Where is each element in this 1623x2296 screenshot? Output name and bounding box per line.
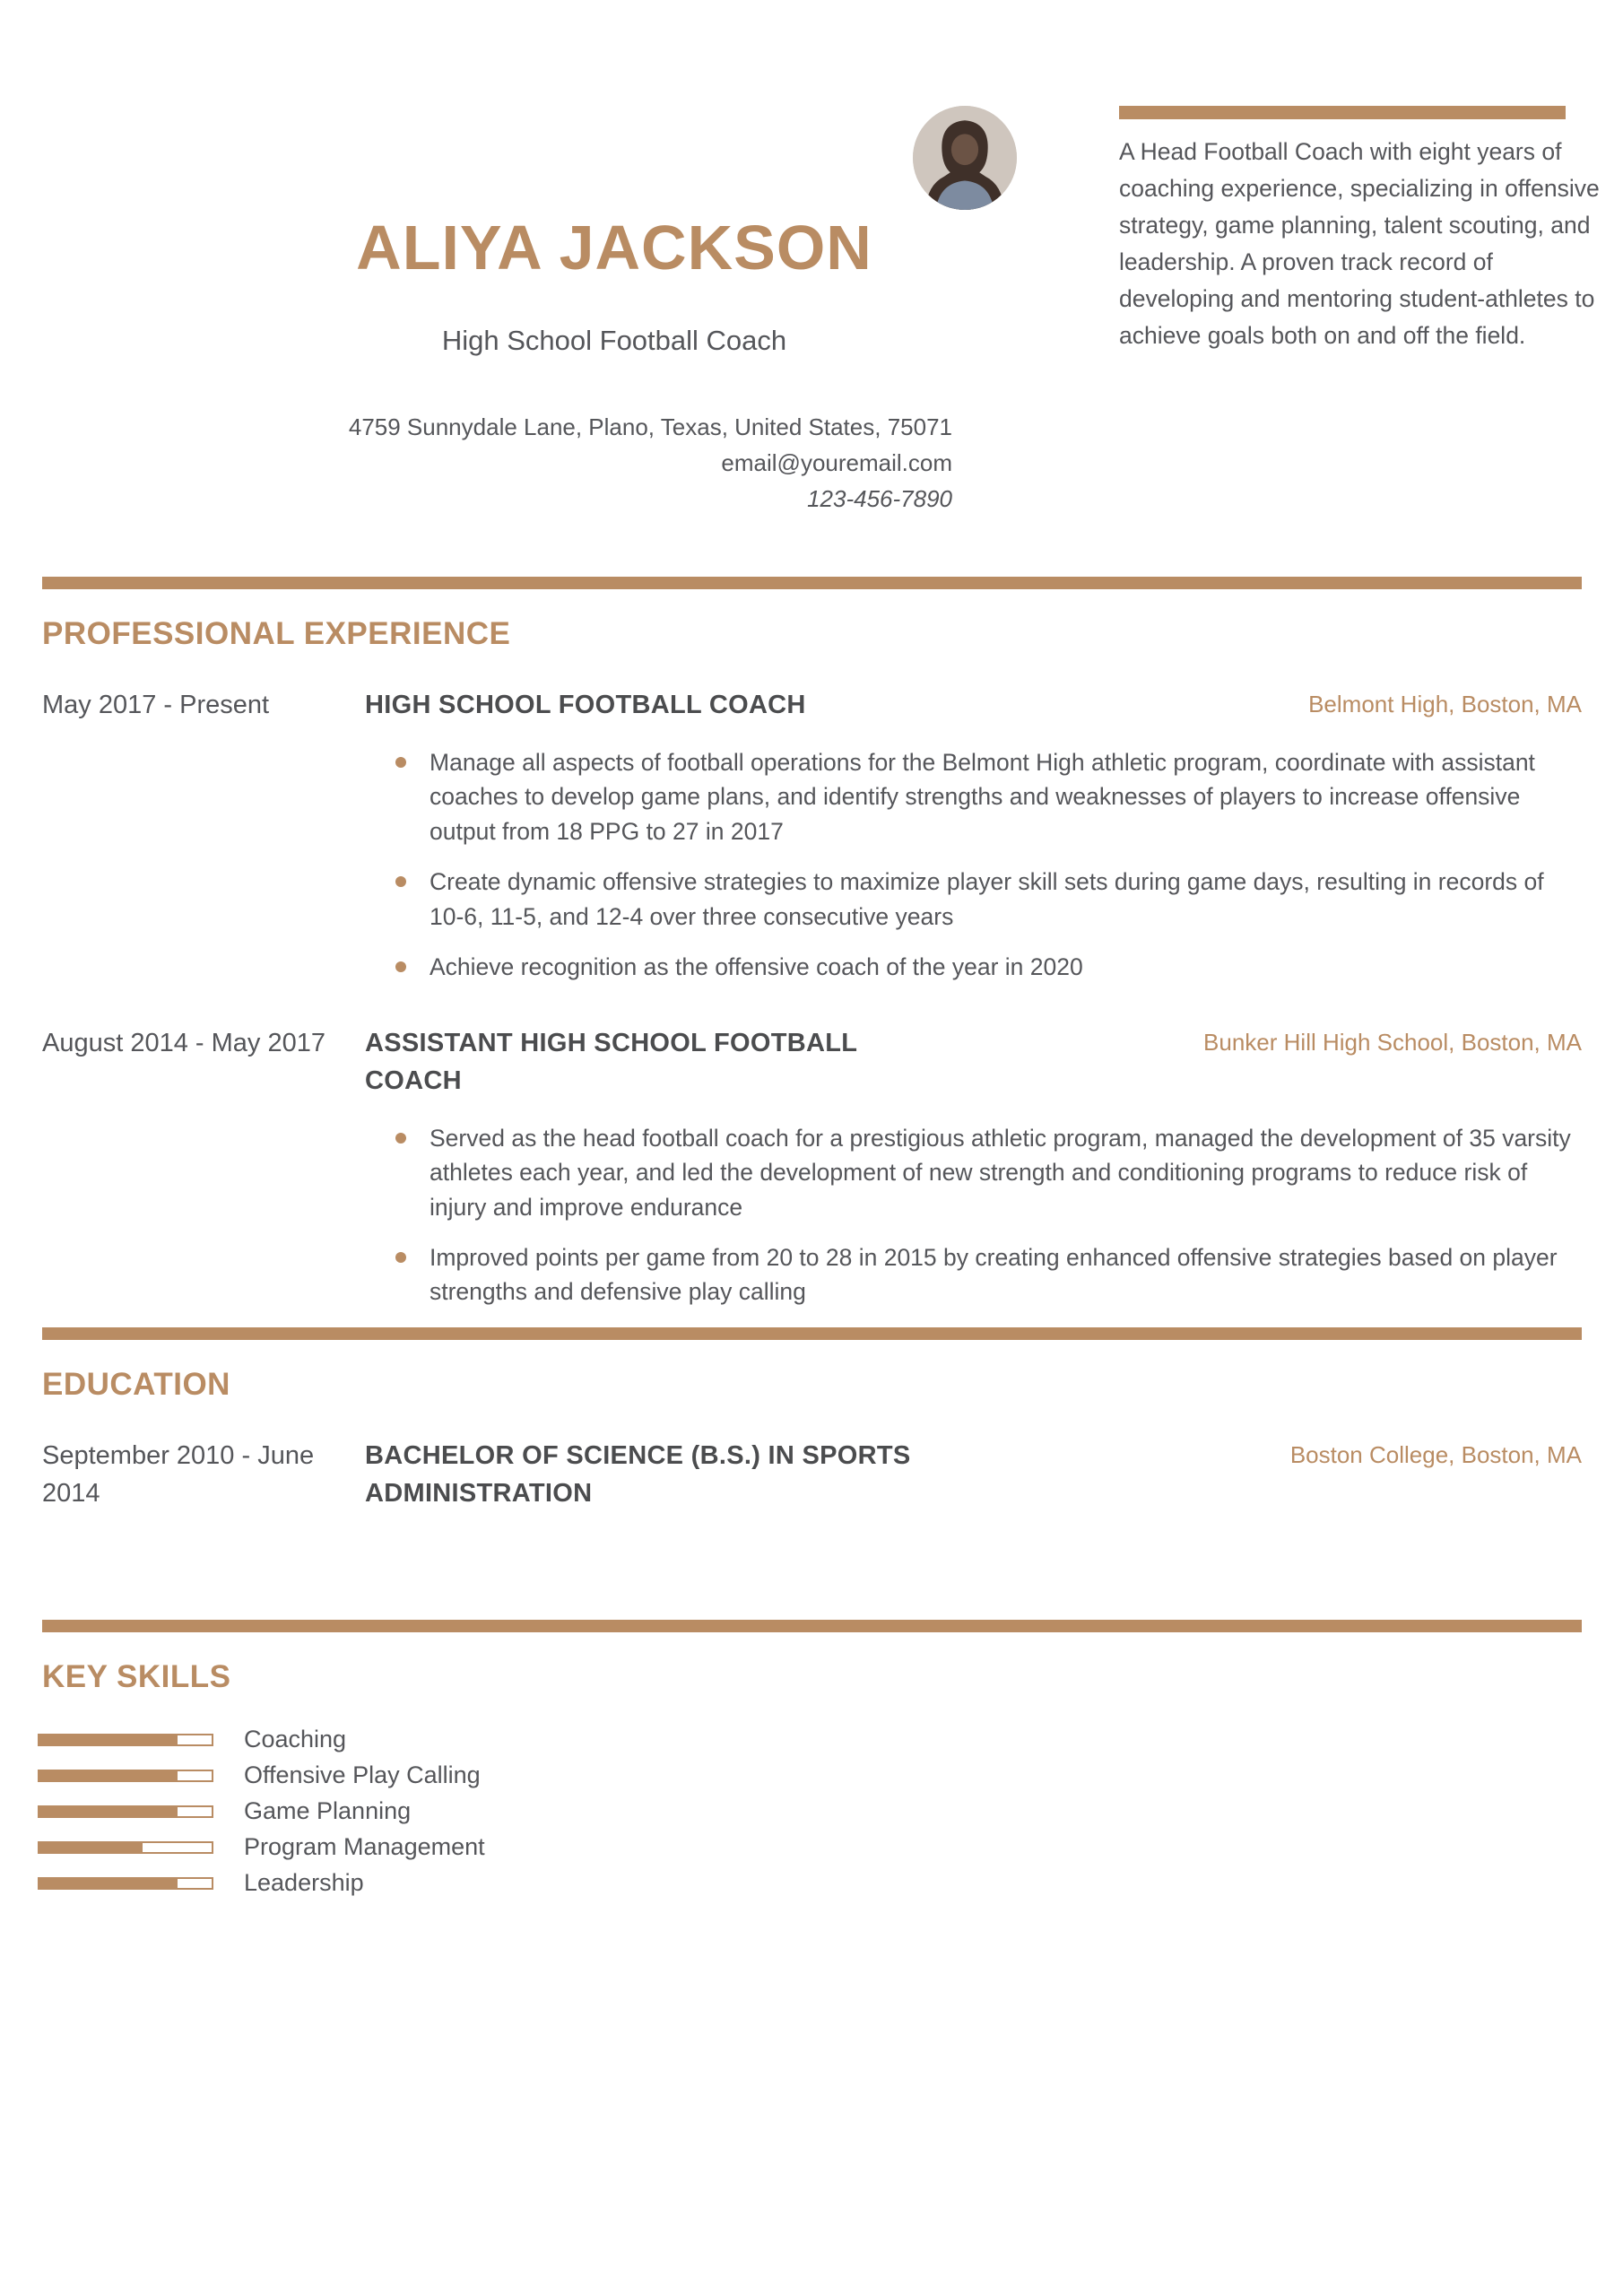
- skills-heading: KEY SKILLS: [42, 1658, 231, 1694]
- job-title: HIGH SCHOOL FOOTBALL COACH: [365, 691, 806, 719]
- skill-bar-fill: [39, 1735, 178, 1744]
- skill-row: [38, 1794, 1583, 1830]
- skill-bar: [38, 1841, 213, 1854]
- skills-list: [38, 1722, 1583, 1901]
- education-entry: [42, 1437, 1582, 1512]
- job-entry: [0, 1024, 1623, 1309]
- skill-bar: [38, 1877, 213, 1890]
- section-education: [0, 1327, 1623, 1512]
- section-skills: [0, 1620, 1623, 1901]
- job-bullet: Achieve recognition as the offensive coach of the year in 2020: [392, 950, 1583, 984]
- contact-email: email@youremail.com: [721, 449, 952, 476]
- job-entry-head: [42, 686, 1582, 724]
- job-dates: August 2014 - May 2017: [42, 1028, 325, 1057]
- education-location: Boston College, Boston, MA: [1289, 1440, 1582, 1468]
- contact-block: [206, 409, 952, 517]
- candidate-name: ALIYA JACKSON: [356, 213, 872, 283]
- contact-address: 4759 Sunnydale Lane, Plano, Texas, United States, 75071: [348, 413, 952, 440]
- summary-text: A Head Football Coach with eight years of coaching experience, specializing in offensive strategy, game planning, talent scouting, and leadership. A proven track record of developing and mentoring student-athletes to achieve goals both on and off the field.: [1119, 138, 1600, 350]
- job-dates: May 2017 - Present: [42, 691, 270, 719]
- job-entry: [0, 686, 1623, 985]
- profile-photo: [913, 106, 1017, 210]
- job-bullet: Served as the head football coach for a prestigious athletic program, managed the development of 35 varsity athletes each year, and led the development of new strength and conditioning programs to reduce risk of injury and improve endurance: [392, 1121, 1583, 1224]
- skill-row: [38, 1866, 1583, 1901]
- job-bullet-list: [392, 745, 1583, 985]
- candidate-job-title: High School Football Coach: [441, 325, 787, 356]
- job-location: Belmont High, Boston, MA: [1308, 691, 1582, 718]
- skill-row: [38, 1758, 1583, 1794]
- skill-bar: [38, 1734, 213, 1746]
- skill-label: Leadership: [244, 1869, 364, 1897]
- skill-row: [38, 1830, 1583, 1866]
- skills-divider: [42, 1620, 1582, 1632]
- skill-label: Coaching: [244, 1726, 347, 1753]
- job-bullet: Improved points per game from 20 to 28 in 2015 by creating enhanced offensive strategies based on player strengths and defensive play calling: [392, 1240, 1583, 1309]
- experience-heading: PROFESSIONAL EXPERIENCE: [42, 616, 511, 651]
- job-bullet: Create dynamic offensive strategies to maximize player skill sets during game days, resulting in records of 10-6, 11-5, and 12-4 over three consecutive years: [392, 865, 1583, 934]
- education-heading: EDUCATION: [42, 1366, 230, 1402]
- job-entry-head: [42, 1024, 1582, 1100]
- skill-label: Offensive Play Calling: [244, 1761, 481, 1789]
- skill-bar: [38, 1805, 213, 1818]
- summary-block: [1119, 106, 1610, 354]
- experience-divider: [42, 577, 1582, 589]
- skill-bar-fill: [39, 1807, 178, 1816]
- skill-bar-fill: [39, 1843, 143, 1852]
- skill-bar-fill: [39, 1771, 178, 1780]
- skill-label: Program Management: [244, 1833, 485, 1861]
- job-bullet: Manage all aspects of football operations for the Belmont High athletic program, coordinate with assistant coaches to develop game plans, and identify strengths and weaknesses of players to increase offensive output from 18 PPG to 27 in 2017: [392, 745, 1583, 848]
- job-title: ASSISTANT HIGH SCHOOL FOOTBALL COACH: [365, 1028, 857, 1095]
- job-bullet-list: [392, 1121, 1583, 1309]
- job-location: Bunker Hill High School, Boston, MA: [1203, 1028, 1582, 1056]
- education-degree: BACHELOR OF SCIENCE (B.S.) IN SPORTS ADMINISTRATION: [365, 1440, 911, 1508]
- education-dates: September 2010 - June 2014: [42, 1440, 315, 1508]
- contact-phone: 123-456-7890: [807, 485, 952, 512]
- skill-bar-fill: [39, 1879, 178, 1888]
- section-experience: [0, 577, 1623, 1309]
- person-silhouette-icon: [913, 106, 1017, 210]
- skill-row: [38, 1722, 1583, 1758]
- skill-label: Game Planning: [244, 1797, 412, 1825]
- skill-bar: [38, 1770, 213, 1782]
- summary-accent-bar: [1119, 106, 1566, 119]
- education-divider: [42, 1327, 1582, 1340]
